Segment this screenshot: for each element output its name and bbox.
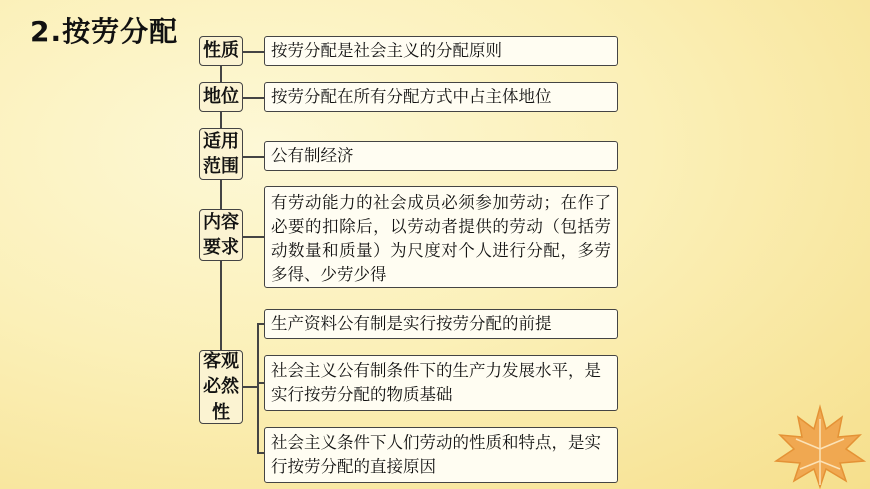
text-content-content: 有劳动能力的社会成员必须参加劳动；在作了必要的扣除后，以劳动者提供的劳动（包括劳动数量和质量）为尺度对个人进行分配，多劳多得、少劳少得 (271, 193, 611, 284)
text-content (264, 186, 618, 288)
text-necessity-2 (264, 355, 618, 411)
bracket-top (257, 323, 264, 325)
connector-content (243, 236, 264, 238)
text-necessity-3 (264, 427, 618, 483)
bracket-mid (257, 382, 264, 384)
label-necessity: 客观 必然 性 (199, 350, 243, 424)
text-status (264, 82, 618, 112)
text-nature-content: 按劳分配是社会主义的分配原则 (271, 41, 502, 60)
text-necessity-2-content: 社会主义公有制条件下的生产力发展水平，是实行按劳分配的物质基础 (271, 361, 601, 404)
maple-leaf-icon (760, 399, 870, 489)
connector-status (243, 97, 264, 99)
connector-scope (243, 156, 264, 158)
label-nature: 性质 (199, 36, 243, 66)
text-status-content: 按劳分配在所有分配方式中占主体地位 (271, 87, 552, 106)
text-necessity-3-content: 社会主义条件下人们劳动的性质和特点，是实行按劳分配的直接原因 (271, 433, 601, 476)
label-content: 内容 要求 (199, 209, 243, 261)
bracket-vertical (257, 323, 259, 452)
connector-necessity (243, 386, 257, 388)
text-scope-content: 公有制经济 (271, 146, 354, 165)
text-scope (264, 141, 618, 171)
text-nature (264, 36, 618, 66)
text-necessity-1 (264, 309, 618, 339)
text-necessity-1-content: 生产资料公有制是实行按劳分配的前提 (271, 314, 552, 333)
label-status: 地位 (199, 82, 243, 112)
label-scope: 适用 范围 (199, 128, 243, 180)
bracket-bottom (257, 452, 264, 454)
connector-nature (243, 51, 264, 53)
page-title: 2.按劳分配 (30, 15, 179, 48)
